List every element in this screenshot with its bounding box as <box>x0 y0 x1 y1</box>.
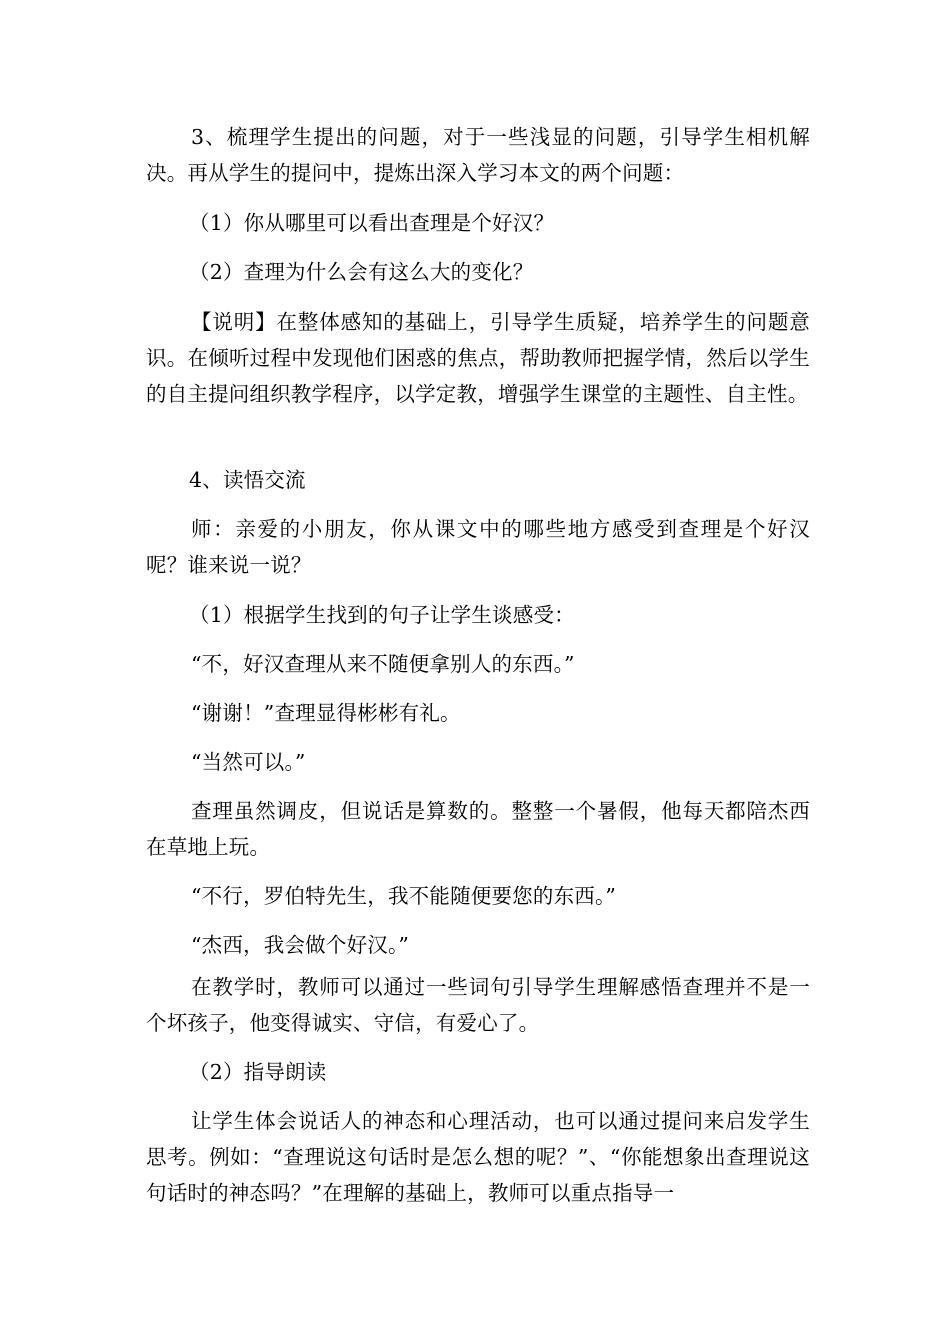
question-1: （1）你从哪里可以看出查理是个好汉？ <box>189 211 555 235</box>
quote-5: “杰西，我会做个好汉。” <box>191 933 410 957</box>
quote-3: “当然可以。” <box>191 750 306 774</box>
sub-item-2: （2）指导朗读 <box>189 1060 327 1084</box>
paragraph-explanation: 【说明】在整体感知的基础上，引导学生质疑，培养学生的问题意识。在倾听过程中发现他们困惑的焦点，帮助教师把握学情，然后以学生的自主提问组织教学程序，以学定教，增强学生课堂的主题性、自主性。 <box>146 310 810 406</box>
quote-2: “谢谢！”查理显得彬彬有礼。 <box>191 701 461 725</box>
quote-1: “不，好汉查理从来不随便拿别人的东西。” <box>191 652 575 676</box>
paragraph-reading-guide: 让学生体会说话人的神态和心理活动，也可以通过提问来启发学生思考。例如：“查理说这句话时是怎么想的呢？”、“你能想象出查理说这句话时的神态吗？”在理解的基础上，教师可以重点指导一 <box>146 1109 810 1205</box>
paragraph-summer: 查理虽然调皮，但说话是算数的。整整一个暑假，他每天都陪杰西在草地上玩。 <box>146 799 810 859</box>
sub-item-1: （1）根据学生找到的句子让学生谈感受： <box>189 603 575 627</box>
paragraph-teacher-prompt: 师：亲爱的小朋友，你从课文中的哪些地方感受到查理是个好汉呢？谁来说一说？ <box>146 517 810 577</box>
question-2: （2）查理为什么会有这么大的变化？ <box>189 260 534 284</box>
heading-step-4: 4、读悟交流 <box>189 468 306 492</box>
paragraph-teaching: 在教学时，教师可以通过一些词句引导学生理解感悟查理并不是一个坏孩子，他变得诚实、守信，有爱心了。 <box>146 975 810 1035</box>
paragraph-step-3: 3、梳理学生提出的问题，对于一些浅显的问题，引导学生相机解决。再从学生的提问中，提炼出深入学习本文的两个问题： <box>146 125 810 185</box>
quote-4: “不行，罗伯特先生，我不能随便要您的东西。” <box>191 884 617 908</box>
